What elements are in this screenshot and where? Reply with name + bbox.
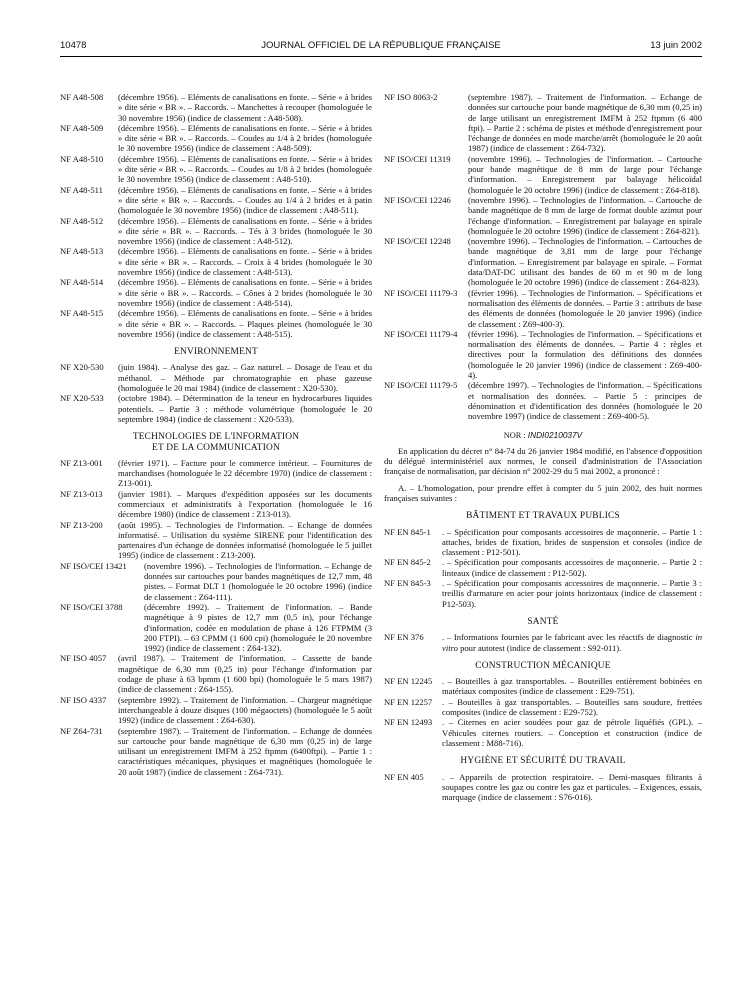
standard-code: NF A48-515 (60, 308, 104, 319)
standard-text: (décembre 1992). – Traitement de l'information. – Bande magnétique à 9 pistes de 12,7 mm (0,5 in), pour l'échange d'information, codée en modulation de phase à 126 FTPMM (3 200 FTPI). – 63 CPMM (1 600 cpi) (homologuée le 20 novembre 1992) (indice de classement : Z64-132). (144, 601, 372, 654)
standard-text: (décembre 1956). – Eléments de canalisations en fonte. – Série « à brides » dite série « BR ». – Raccords. – Cônes à 2 brides (homologuée le 30 novembre 1956) (indice de classement : A48-514). (118, 277, 372, 308)
standard-text: (décembre 1956). – Eléments de canalisations en fonte. – Série « à brides » dite série « BR ». – Raccords. – Croix à 4 brides (homologuée le 30 novembre 1956) (indice de classement : A48-513). (118, 246, 372, 278)
section-heading-tech-line1: TECHNOLOGIES DE L'INFORMATION (132, 432, 300, 443)
standard-entry (60, 489, 372, 520)
standard-text: (décembre 1956). – Eléments de canalisations en fonte. – Série « à brides » dite série « BR ». – Raccords. – Tés à 3 brides (homologuée le 30 novembre 1956) (indice de classement : A48-512). (118, 215, 372, 247)
section-heading-sante: SANTÉ (527, 616, 559, 627)
standard-text: (décembre 1956). – Eléments de canalisations en fonte. – Série « à brides » dite série « BR ». – Raccords. – Manchettes à recouper (homologuée le 30 novembre 1956) (indice de classement : A48-508). (118, 92, 372, 123)
nor-label: NOR : (503, 430, 526, 440)
standard-code: NF ISO/CEI 13421 (60, 560, 127, 571)
standard-code: NF ISO/CEI 11179-4 (384, 328, 458, 339)
standard-code: NF EN 405 (384, 771, 424, 782)
section-heading-hygiene: HYGIÈNE ET SÉCURITÉ DU TRAVAIL (460, 756, 626, 767)
standard-code: NF A48-509 (60, 122, 104, 133)
standard-code: NF EN 845-3 (384, 578, 431, 589)
section-heading-construction: CONSTRUCTION MÉCANIQUE (475, 660, 611, 671)
standard-text: (décembre 1956). – Eléments de canalisations en fonte. – Série « à brides » dite série « BR ». – Raccords. – Coudes au 1/4 à 2 brides et à patin (homologuée le 30 novembre 1956) (indice de classement : A48-511). (118, 184, 372, 216)
standard-text: (janvier 1981). – Marques d'expédition apposées sur les documents commerciaux et administratifs à l'exportation (homologuée le 16 décembre 1980) (indice de classement : Z13-013). (118, 488, 372, 520)
standard-entry (384, 92, 702, 154)
standard-text: (novembre 1996). – Technologies de l'information. – Cartouches de bande magnétique de 3,81 mm de large pour l'échange d'information. – Enregistrement par balayage en spirale. – Format data/DAT-DC utilisant des bandes de 60 m et 90 m de long (homologuée le 20 octobre 1996) (indice de classement : Z64-823). (468, 236, 702, 288)
standard-text: (février 1996). – Technologies de l'information. – Spécifications et normalisation des éléments de données. – Partie 3 : attributs de base des éléments de données (homologuée le 20 janvier 1996) (indice de classement : Z69-400-3). (468, 287, 702, 329)
standard-entry (60, 602, 372, 653)
standard-entry (384, 288, 702, 329)
standard-text: (décembre 1997). – Technologies de l'information. – Spécifications et normalisation des données. – Partie 5 : principes de dénomination et d'identification des données (homologuée le 20 novembre 1997) (indice de classement : Z69-400-5). (468, 380, 702, 422)
standard-code: NF A48-511 (60, 184, 103, 195)
standard-code: NF Z13-200 (60, 519, 103, 530)
standard-text: (février 1996). – Technologies de l'information. – Spécifications et normalisation des éléments de données. – Partie 4 : règles et directives pour la formulation des définitions des données (homologuée le 20 janvier 1996) (indice de classement : Z69-400-4). (468, 328, 702, 381)
standard-code: NF Z13-001 (60, 457, 103, 468)
standard-code: NF X20-533 (60, 393, 104, 404)
standard-entry (384, 772, 702, 803)
standard-entry (60, 561, 372, 602)
standard-text: (novembre 1996). – Technologies de l'information. – Echange de données sur cartouches pour bandes magnétiques de 12,7 mm, 48 pistes. – Format DLT 1 (homologuée le 20 octobre 1996) (indice de classement : Z64-111). (144, 560, 372, 602)
left-column (60, 92, 372, 777)
standard-text: (décembre 1956). – Eléments de canalisations en fonte. – Série « à brides » dite série « BR ». – Raccords. – Plaques pleines (homologuée le 30 novembre 1956) (indice de classement : A48-515). (118, 308, 372, 339)
standard-entry (60, 458, 372, 489)
standard-entry (60, 726, 372, 777)
right-column (384, 92, 702, 802)
standard-text: (décembre 1956). – Eléments de canalisations en fonte. – Série « à brides » dite série « BR ». – Raccords. – Coudes au 1/8 à 2 brides (homologuée le 30 novembre 1956) (indice de classement : A48-510). (118, 153, 372, 185)
standard-code: NF EN 845-1 (384, 526, 431, 537)
standard-entry (384, 676, 702, 697)
standard-entry (60, 246, 372, 277)
standard-entry (60, 393, 372, 424)
standard-code: NF Z13-013 (60, 488, 103, 499)
standard-entry (60, 308, 372, 339)
standard-text: pour autotest (indice de classement : S92-011). (457, 642, 622, 653)
standard-entry (60, 123, 372, 154)
standard-entry (384, 380, 702, 421)
standard-text: . – Informations fournies par le fabricant avec les réactifs de diagnostic (442, 632, 696, 643)
nor-code: INDI0210037V (527, 429, 583, 440)
standard-text: (novembre 1996). – Technologies de l'information. – Cartouche de bande magnétique de 8 mm de large de format double azimut pour l'échange d'information. – Enregistrement par balayage en spirale (homologuée le 20 octobre 1996) (indice de classement : Z64-821). (468, 194, 702, 236)
standard-code: NF ISO 4337 (60, 694, 107, 705)
standard-code: NF Z64-731 (60, 725, 103, 736)
standard-entry (60, 520, 372, 561)
standard-code: NF X20-530 (60, 362, 104, 373)
standard-entry (60, 185, 372, 216)
standard-entry (384, 632, 702, 653)
standard-text: (février 1971). – Facture pour le commerce intérieur. – Fournitures de marchandises (homologuée le 22 décembre 1970) (indice de classement : Z13-001). (118, 457, 372, 489)
standard-entry (384, 578, 702, 609)
standard-code: NF EN 12257 (384, 696, 433, 707)
standard-code: NF ISO/CEI 11319 (384, 153, 451, 164)
standard-text: (septembre 1987). – Traitement de l'information. – Echange de données sur cartouche pour bande magnétique de 6,30 mm (0,25 in) de large utilisant un enregistrement IMFM à 252 ftpmm (6 400 ftpi). – Partie 2 : schéma de pistes et méthode d'enregistrement pour l'échange de données en mode marche/arrêt (homologuée le 20 août 1987) (indice de classement : Z64-732). (468, 92, 702, 154)
standard-text: . – Citernes en acier soudées pour gaz de pétrole liquéfiés (GPL). – Véhicules citernes routiers. – Conception et construction (indice de classement : M88-716). (442, 717, 702, 748)
section-heading-batiment: BÂTIMENT ET TRAVAUX PUBLICS (466, 511, 620, 522)
standard-text: (septembre 1992). – Traitement de l'information. – Chargeur magnétique interchangeable à douze disques (100 mégaoctets) (homologuée le 5 août 1992) (indice de classement : Z64-630). (118, 694, 372, 726)
standard-text: (avril 1987). – Traitement de l'information. – Cassette de bande magnétique de 6,30 mm (0,25 in) pour l'échange d'information par codage de phase à 63 bpmm (1 600 bpi) (homologuée le 5 mars 1987) (indice de classement : Z64-155). (118, 653, 372, 695)
standard-entry (384, 236, 702, 287)
nor-reference (384, 430, 702, 441)
standard-entry (384, 717, 702, 748)
standard-code: NF A48-512 (60, 215, 104, 226)
standard-entry (60, 695, 372, 726)
standard-code: NF A48-508 (60, 92, 104, 102)
section-heading-environnement: ENVIRONNEMENT (174, 347, 258, 358)
standard-entry (384, 154, 702, 195)
intro-paragraph: En application du décret n° 84-74 du 26 janvier 1984 modifié, en l'absence d'opposition du délégué interministériel aux normes, le conseil d'administration de l'Association française de normalisation, par décision n° 2002-29 du 5 mai 2002, a prononcé : (384, 445, 702, 477)
standard-entry (60, 277, 372, 308)
standard-text: . – Spécification pour composants accessoires de maçonnerie. – Partie 1 : attaches, brides de fixation, brides de suspension et consoles (indice de classement : P12-501). (442, 526, 702, 558)
standard-code: NF ISO 4057 (60, 653, 107, 664)
standard-text: (septembre 1987). – Traitement de l'information. – Echange de données sur cartouche pour bande magnétique de 6,30 mm (0,25 in) de large utilisant un enregistrement IMFM à 252 ftpmm (6400ftpi). – Partie 1 : caractéristiques mécaniques, physiques et magnétiques (homologuée le 20 août 1987) (indice de classement : Z64-731). (118, 725, 372, 777)
standard-code: NF A48-513 (60, 246, 104, 257)
standard-text: . – Bouteilles à gaz transportables. – Bouteilles entièrement bobinées en matériaux composites (indice de classement : E29-751). (442, 676, 702, 697)
standard-entry (384, 697, 702, 718)
standard-text: . – Appareils de protection respiratoire. – Demi-masques filtrants à soupapes contre les gaz ou contre les gaz et particules. – Exigences, essais, marquage (indice de classement : S76-016). (442, 771, 702, 803)
standard-code: NF ISO/CEI 11179-3 (384, 287, 458, 298)
standard-entry (60, 92, 372, 123)
standard-entry (384, 557, 702, 578)
standard-entry (384, 195, 702, 236)
standard-code: NF ISO/CEI 3788 (60, 601, 123, 612)
standard-text: (novembre 1996). – Technologies de l'information. – Cartouche pour bande magnétique de 8 mm de large pour l'échange d'information. – Enregistrement par balayage hélicoïdal (homologuée le 20 octobre 1996) (indice de classement : Z64-818). (468, 153, 702, 195)
journal-title: JOURNAL OFFICIEL DE LA RÉPUBLIQUE FRANÇAISE (261, 40, 501, 51)
standard-text: . – Bouteilles à gaz transportables. – Bouteilles sans soudure, frettées composites (indice de classement : E29-752). (442, 696, 702, 718)
standard-text: (décembre 1956). – Eléments de canalisations en fonte. – Série « à brides » dite série « BR ». – Raccords. – Coudes au 1/4 à 2 brides (homologuée le 30 novembre 1956) (indice de classement : A48-509). (118, 122, 372, 154)
standard-code: NF EN 376 (384, 632, 424, 643)
page-number: 10478 (60, 40, 87, 51)
standard-entry (60, 216, 372, 247)
standard-entry (60, 154, 372, 185)
standard-entry (60, 653, 372, 694)
page-header (60, 40, 702, 54)
standard-code: NF EN 12245 (384, 676, 433, 687)
standard-code: NF ISO/CEI 12248 (384, 236, 451, 247)
standard-code: NF ISO/CEI 12246 (384, 194, 451, 205)
standard-code: NF EN 845-2 (384, 557, 431, 568)
standard-text: . – Spécification pour composants accessoires de maçonnerie. – Partie 2 : linteaux (indice de classement : P12-502). (442, 557, 702, 578)
standard-code: NF A48-514 (60, 277, 104, 288)
standard-text: (juin 1984). – Analyse des gaz. – Gaz naturel. – Dosage de l'eau et du méthanol. – Méthode par chromatographie en phase gazeuse (homologuée le 20 mai 1984) (indice de classement : X20-530). (118, 362, 372, 394)
standard-code: NF EN 12493 (384, 717, 433, 728)
standard-text: (août 1995). – Technologies de l'information. – Echange de données informatisé. – Utilisation du système SIRENE pour l'identification des partenaires d'un échange de données informatisé (homologuée le 5 juillet 1995) (indice de classement : Z13-200). (118, 519, 372, 561)
standard-code: NF A48-510 (60, 153, 104, 164)
standard-entry (384, 329, 702, 380)
standard-text: . – Spécification pour composants accessoires de maçonnerie. – Partie 3 : treillis d'armature en acier pour joints horizontaux (indice de classement : P12-503). (442, 578, 702, 609)
header-rule (60, 56, 702, 57)
standard-code: NF ISO 8063-2 (384, 92, 438, 102)
issue-date: 13 juin 2002 (650, 40, 702, 51)
italic-term: in vitro (442, 632, 702, 653)
point-a-paragraph: A. – L'homologation, pour prendre effet à compter du 5 juin 2002, des huit normes françaises suivantes : (384, 482, 702, 503)
standard-text: (octobre 1984). – Détermination de la teneur en hydrocarbures liquides potentiels. – Partie 3 : méthode volumétrique (homologuée le 20 septembre 1984) (indice de classement : X20-533). (118, 393, 372, 424)
standard-code: NF ISO/CEI 11179-5 (384, 380, 458, 391)
standard-entry (384, 527, 702, 558)
standard-entry (60, 362, 372, 393)
section-heading-tech-line2: ET DE LA COMMUNICATION (152, 442, 280, 453)
